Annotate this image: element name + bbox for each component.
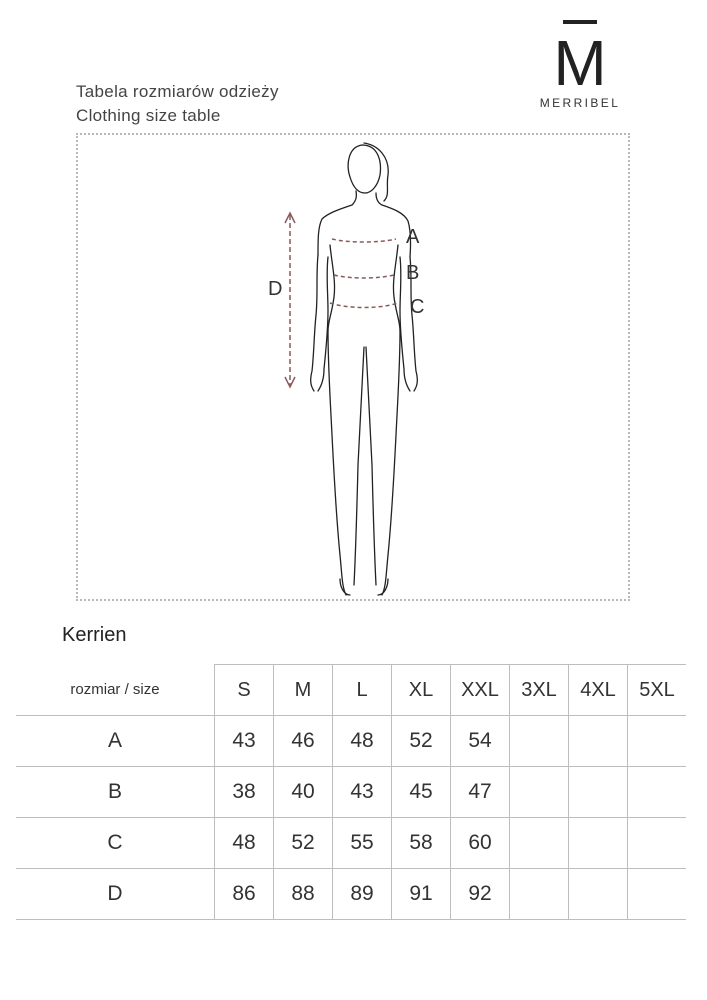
table-cell: 47 (451, 767, 510, 818)
table-row (16, 767, 686, 818)
table-cell (628, 767, 687, 818)
size-col-header: XXL (451, 665, 510, 716)
size-col-header: XL (392, 665, 451, 716)
line-a (332, 239, 396, 242)
table-cell: 48 (333, 716, 392, 767)
table-cell: 52 (392, 716, 451, 767)
table-cell: 43 (333, 767, 392, 818)
table-cell (628, 869, 687, 920)
size-col-header: L (333, 665, 392, 716)
row-label: C (16, 818, 215, 869)
size-col-header: 3XL (510, 665, 569, 716)
table-cell: 91 (392, 869, 451, 920)
product-name: Kerrien (62, 624, 127, 646)
table-cell: 45 (392, 767, 451, 818)
row-label: A (16, 716, 215, 767)
body-outline (311, 143, 418, 595)
table-cell: 86 (215, 869, 274, 920)
table-cell (569, 716, 628, 767)
brand-name: MERRIBEL (539, 96, 621, 110)
table-cell (510, 767, 569, 818)
table-cell: 55 (333, 818, 392, 869)
table-cell: 60 (451, 818, 510, 869)
row-label: D (16, 869, 215, 920)
table-cell (569, 767, 628, 818)
table-cell: 46 (274, 716, 333, 767)
size-header-label: rozmiar / size (16, 665, 215, 716)
table-cell: 52 (274, 818, 333, 869)
title-english: Clothing size table (76, 106, 221, 125)
table-row (16, 716, 686, 767)
table-cell (569, 869, 628, 920)
table-cell: 48 (215, 818, 274, 869)
table-cell: 40 (274, 767, 333, 818)
line-b (334, 275, 394, 278)
label-c: C (410, 296, 425, 318)
table-cell: 92 (451, 869, 510, 920)
logo-bar (563, 20, 597, 24)
table-cell (628, 716, 687, 767)
table-cell: 89 (333, 869, 392, 920)
table-cell (510, 869, 569, 920)
row-label: B (16, 767, 215, 818)
table-cell (510, 818, 569, 869)
label-b: B (406, 262, 420, 284)
line-c (330, 303, 398, 308)
table-cell (628, 818, 687, 869)
size-table (16, 664, 686, 920)
table-cell: 54 (451, 716, 510, 767)
size-header-row (16, 665, 686, 716)
label-d: D (268, 278, 283, 300)
table-cell (569, 818, 628, 869)
header-title (76, 80, 279, 128)
table-cell: 38 (215, 767, 274, 818)
table-cell: 58 (392, 818, 451, 869)
table-cell: 43 (215, 716, 274, 767)
size-col-header: M (274, 665, 333, 716)
table-row (16, 818, 686, 869)
table-row (16, 869, 686, 920)
size-col-header: 5XL (628, 665, 687, 716)
measurement-lines (285, 213, 398, 387)
body-figure-illustration (78, 135, 628, 599)
table-cell: 88 (274, 869, 333, 920)
label-a: A (406, 226, 420, 248)
logo-letter: M (553, 27, 607, 99)
size-col-header: 4XL (569, 665, 628, 716)
figure-illustration-box (76, 133, 630, 601)
size-col-header: S (215, 665, 274, 716)
table-cell (510, 716, 569, 767)
title-polish: Tabela rozmiarów odzieży (76, 82, 279, 101)
